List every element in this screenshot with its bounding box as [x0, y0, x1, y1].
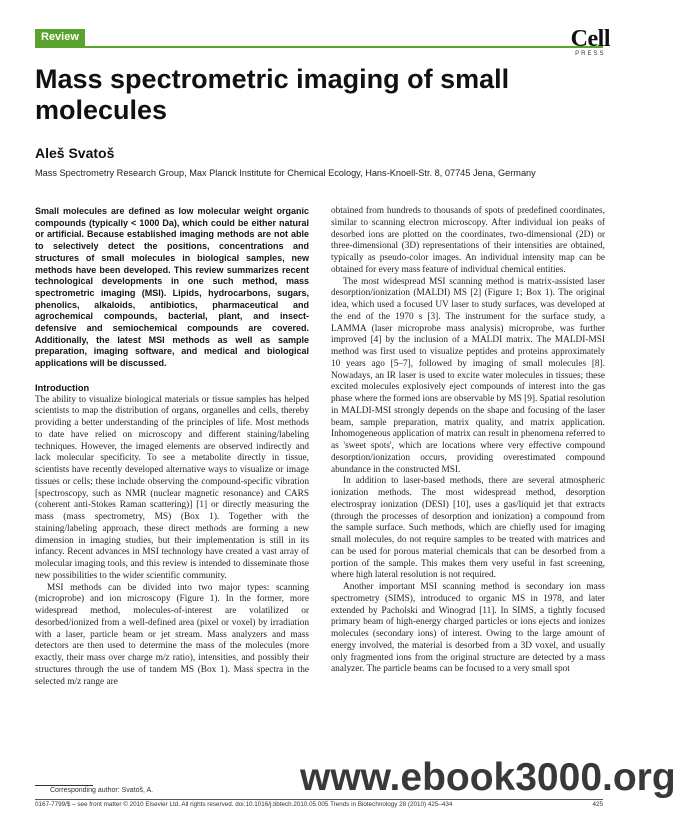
author-name: Aleš Svatoš [35, 145, 115, 161]
intro-paragraph-2: MSI methods can be divided into two major types: scanning (microprobe) and ion microscopy (Figure 1). In the former, more widespread method, molecules-of-interest are volatilized or desorbed/ionized from a well-defined area (pixel or voxel) by irradiation with a laser, particle beam or jet stream. Mass analyzers and mass detectors are then used to determine the mass of the molecules (more exactly, their mass over charge m/z ratio), intensities, and possibly their structures through the use of tandem MS (Box 1). Mass spectra in the selected m/z range are [35, 582, 309, 687]
header-rule [35, 46, 603, 48]
body-paragraph-4: Another important MSI scanning method is secondary ion mass spectrometry (SIMS), introduced to organic MS in 1978, and later extended by Pacholski and Winograd [11]. In SIMS, a tightly focused primary beam of high-energy charged particles or ions ejects and ionizes molecules (secondary ions) of interest. Owing to the large amount of energy involved, the material is desorbed from a 3D voxel, and usually only fragmented ions from the original structure are detected by a mass analyzer. The particle beams can be focused to a very small spot [331, 582, 605, 675]
body-paragraph-1: obtained from hundreds to thousands of spots of predefined coordinates, similar to scanning electron microscopy. After individual ion peaks of desorbed ions are plotted on the coordinates, two-dimensional (2D) or three-dimensional (3D) representations of their intensities are obtained, typically as pseudo-color images. An individual intensity map can be obtained for every mass feature of individual chemical entities. [331, 206, 605, 275]
right-column [331, 206, 605, 676]
corresponding-author-footnote: Corresponding author: Svatoš, A. [50, 787, 154, 794]
introduction-heading: Introduction [35, 382, 90, 393]
footer-citation: 0167-7799/$ – see front matter © 2010 Elsevier Ltd. All rights reserved. doi:10.1016/j.tibtech.2010.05.005 Trends in Biotechnology 28 (2010) 425–434 [35, 801, 453, 808]
intro-paragraph-1: The ability to visualize biological materials or tissue samples has helped scientists to map the distribution of organs, organelles and cells, thereby providing a better understanding of the principles of life. Most methods to date have relied on microscopy and different staining/labeling techniques. However, the imaged elements are observed indirectly and lack molecular specificity. To see a metabolite directly in tissue, scientists have recently developed alternative ways to visualize or image tissues or cells; these include observing the compound-specific vibration [spectroscopy, such as NMR (nuclear magnetic resonance) and CARS (coherent anti-Stokes Raman scattering)] [1] or directly measuring the mass (mass spectrometry, MS) (Box 1). Together with the staining/labeling approach, these direct methods are forming a new dimension in imaging studies, but their implementation is still in its infancy. Recent advances in MSI technology have created a vast array of molecular imaging tools, and this review is intended to disseminate those new possibilities to the wider scientific community. [35, 394, 309, 581]
title-line-2: molecules [35, 95, 168, 125]
journal-logo-sub: PRESS [575, 51, 606, 57]
journal-logo [571, 28, 610, 57]
section-tab: Review [35, 29, 85, 46]
author-affiliation: Mass Spectrometry Research Group, Max Planck Institute for Chemical Ecology, Hans-Knoell-Str. 8, 07745 Jena, Germany [35, 168, 536, 178]
body-paragraph-2: The most widespread MSI scanning method is matrix-assisted laser desorption/ionization (MALDI) MS [2] (Figure 1; Box 1). The original idea, which used a focused UV laser to study surfaces, was developed at the end of the 1970 s [3]. The instrument for the surface study, a LAMMA (laser microprobe mass analysis) microprobe, was further improved [4] by the inclusion of a MALDI matrix. The MALDI-MSI method was first used to visualize peptides and proteins approximately 10 years ago [5–7], followed by imaging of small molecules [8]. Nowadays, an IR laser is used to excite water molecules in tissues; these excited molecules explosively eject compounds of interest into the gas phase where the formed ions are observable by MS [9]. Spatial resolution in MALDI-MSI strongly depends on the shape and focusing of the laser beam, sample preparation, matrix quality, and matrix application. Inhomogeneous application of matrix can result in phenomena referred to as 'sweet spots', which are locations where very effective compound desorption/ionization occurs, providing overestimated compound abundance in the constructed MSI. [331, 276, 605, 475]
article-title [35, 64, 595, 126]
page-number: 425 [592, 801, 603, 808]
footnote-rule [35, 785, 93, 786]
title-line-1: Mass spectrometric imaging of small [35, 64, 510, 94]
body-paragraph-3: In addition to laser-based methods, there are several atmospheric ionization methods. The most widespread method, desorption electrospray ionization (DESI) [10], uses a gas/liquid jet that extracts (through the processes of desorption and ionization) a compound from the sample surface. Such methods, which are chiefly used for imaging small molecules, do not require samples to be treated with matrices and can be used for porous material chemicals that can be desorbed from a portion of the sample. This makes them very useful in fast screening, where high lateral resolution is not required. [331, 476, 605, 581]
journal-logo-main: Cell [570, 26, 610, 52]
abstract: Small molecules are defined as low molecular weight organic compounds (typically < 1000 Da), which could be either natural or artificial. Because established imaging methods are not able to selectively detect the positions, concentrations and structures of small molecules in biological samples, new methods have been developed. This review summarizes recent technological developments in one such method, mass spectrometric imaging (MSI). Lipids, hydrocarbons, sugars, phenolics, alkaloids, antibiotics, pharmaceutical and agrochemical compounds, bacterial, plant, and insect-defensive and semiochemical compounds are covered. Additionally, the latest MSI methods as well as sample preparation, imaging software, and medical and biological applications will be discussed. [35, 206, 309, 369]
page-footer [35, 801, 603, 808]
watermark: www.ebook3000.org [300, 756, 676, 799]
left-column [35, 206, 309, 688]
